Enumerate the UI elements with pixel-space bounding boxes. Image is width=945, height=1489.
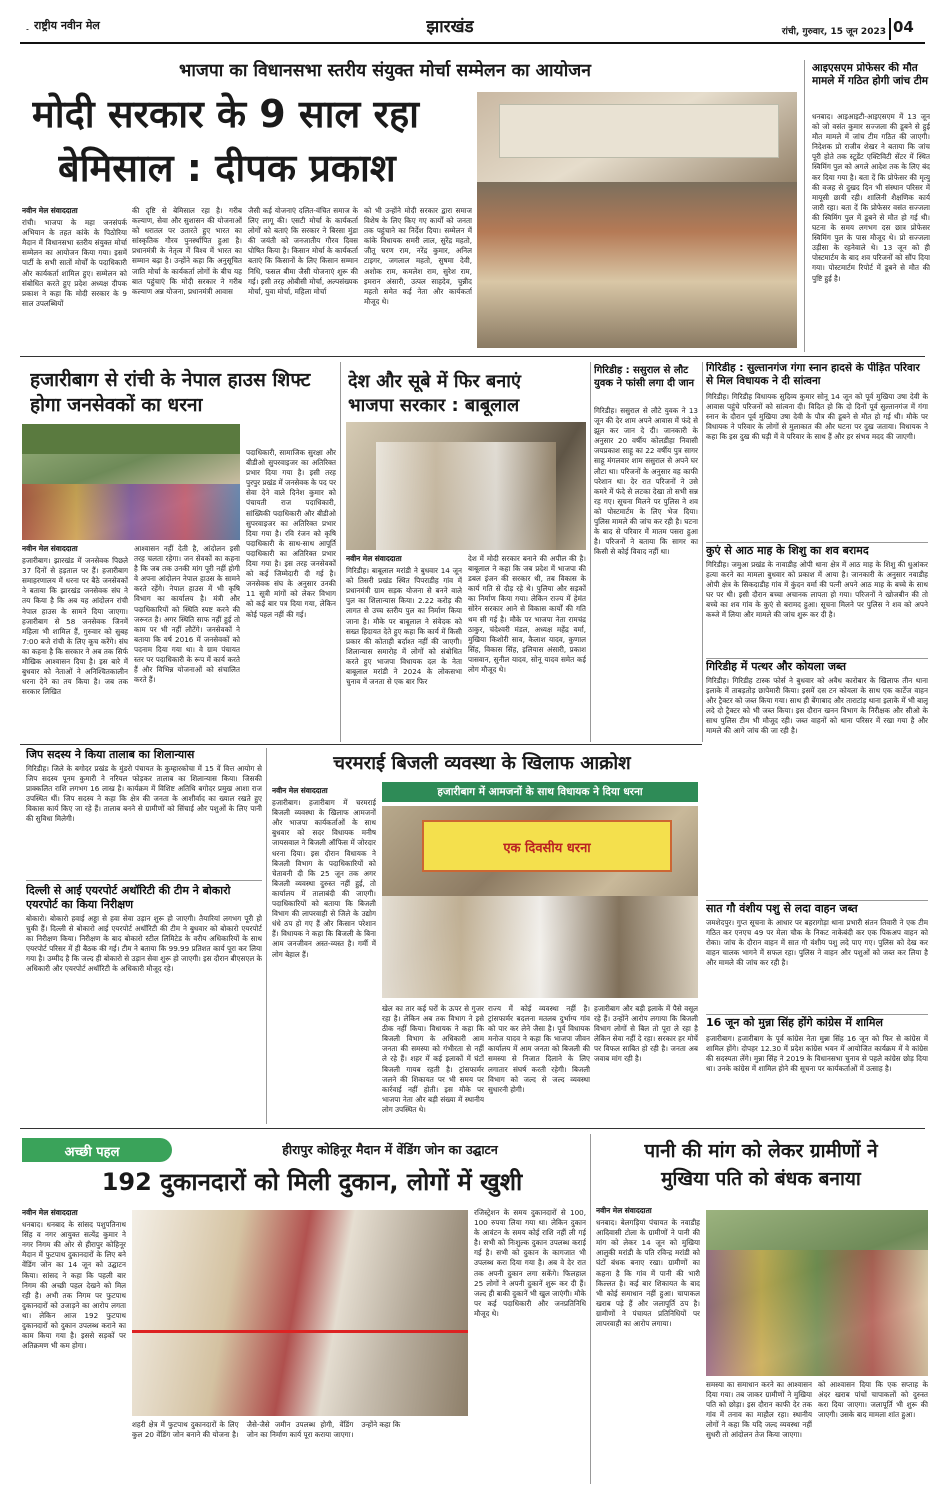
rule-water-left <box>590 1134 591 1484</box>
rule-bottom-section <box>20 1128 925 1129</box>
rule-airport <box>26 880 262 881</box>
photo-leaders-group <box>376 442 556 550</box>
main-story-text-3: जैसी कई योजनाएं दलित-वंचित समाज के लिए लागू की। एसटी मोर्चा के कार्यकर्ता लोगों को बताएं कि सरकार ने बिरसा मुंडा की जयंती को जनजातीय गौरव दिवस घोषित किया है। किसान मोर्चा के कार्यकर्ता बताएं कि किसानों के लिए किसान सम्मान निधि, फसल बीमा जैसी योजनाएं शुरू की गई। इसी तरह ओबीसी मोर्चा, अल्पसंख्यक मोर्चा, युवा मोर्चा, महिला मोर्चा <box>248 206 358 296</box>
electricity-subhead-banner <box>382 782 698 802</box>
photo-seated-crowd <box>22 484 240 540</box>
electricity-text-3: राज्य में कोई व्यवस्था नहीं है। ट्रांसफार्मर बदलना मतलब दुर्भाग्य गांव को पार कर लेने जैसा है। पूर्व विधायक मनोज यादव ने कहा कि भाजपा जीवन कार्यालय में आम जनता को बिजली की समस्या से निजात दिलाने के लिए लगातार संघर्ष करती रहेगी। बिजली विभाग को जल्द से जल्द व्यवस्था सुधारनी होगी। <box>488 1004 590 1094</box>
hazaribagh-text-3: पदाधिकारी, सामाजिक सुरक्षा और बीडीओ सुपरवाइजर का अतिरिक्त प्रभार दिया गया है। इसी तरह पुरपुर प्रखंड में जनसेवक के पद पर सेवा देने वाले दिनेश कुमार को पंचायती राज पदाधिकारी, सांख्यिकी पदाधिकारी और बीडीओ सुपरवाइजर का अतिरिक्त प्रभार दिया गया है। रवि रंजन को कृषि पदाधिकारी के साथ-साथ आपूर्ति पदाधिकारी का अतिरिक्त प्रभार दिया गया है। इस तरह जनसेवकों को कई जिम्मेदारी दी गई है। जनसेवक संघ के अनुसार उनकी 11 सूत्री मांगों को लेकर विभाग को कई बार पत्र दिया गया, लेकिन कोई पहल नहीं की गई। <box>246 448 336 619</box>
electricity-text-4: हजारीबाग और बड़ी इलाके में पैसे वसूल रहे हैं। उन्होंने आरोप लगाया कि बिजली विभाग लोगों से बिल तो पूरा ले रहा है लेकिन सेवा नहीं दे रहा। सरकार हर मोर्चे पर विफल साबित हो रही है। जनता अब जवाब मांग रही है। <box>594 1004 698 1064</box>
vending-tag <box>22 1138 172 1162</box>
water-col1 <box>596 1206 700 1484</box>
electricity-col1 <box>272 786 376 1124</box>
coal-story-body <box>706 676 928 898</box>
vending-headline: 192 दुकानदारों को मिली दुकान, लोगों में खुशी <box>101 1168 523 1196</box>
babulal-headline-line1: देश और सूबे में फिर बनाएं <box>348 371 521 392</box>
water-text-1: धनबाद। बेलगड़िया पंचायत के नवाडीह आदिवासी टोला के ग्रामीणों ने पानी की मांग को लेकर 14 जून को मुखिया आलुकी मरांडी के पति रविन्द्र मरांडी को घंटों बंधक बनाए रखा। ग्रामीणों का कहना है कि गांव में पानी की भारी किल्लत है। कई बार शिकायत के बाद भी कोई समाधान नहीं हुआ। चापाकल खराब पड़े हैं और जलापूर्ति ठप है। ग्रामीणों ने पंचायत प्रतिनिधियों पर लापरवाही का आरोप लगाया। <box>596 1218 700 1329</box>
vending-text-3: रजिस्ट्रेशन के समय दुकानदारों से 100, 100 रुपया लिया गया था। लेकिन दुकान के आवंटन के समय कोई राशि नहीं ली गई है। सभी को निःशुल्क दुकान उपलब्ध कराई गई है। सभी को दुकान के कागजात भी उपलब्ध करा दिया गया है। अब वे देर रात तक अपनी दुकान लगा सकेंगे। फिलहाल 25 लोगों ने अपनी दुकानें शुरू कर दी हैं। जल्द ही बाकी दुकानें भी खुल जाएंगी। मौके पर कई पदाधिकारी और जनप्रतिनिधि मौजूद थे। <box>474 1208 586 1318</box>
water-col3 <box>818 1380 928 1484</box>
hazaribagh-story-headline: हजारीबाग से रांची के नेपाल हाउस शिफ्ट होगा जनसेवकों का धरना <box>30 369 311 416</box>
sultanganj-story-text: गिरिडीह। गिरिडीह विधायक सुदिव्य कुमार सोनू 14 जून को पूर्व मुखिया उषा देवी के आवास पहुंचे परिजनों को सांत्वना दी। विदित हो कि दो दिनों पूर्व सुल्तानगंज में गंगा स्नान के दौरान पूर्व मुखिया उषा देवी के पौत्र की डूबने से मौत हो गई थी। मौके पर विधायक ने परिवार के लोगों से मुलाकात की और घटना पर दुख जताया। विधायक ने कहा कि इस दुख की घड़ी में वे परिवार के साथ हैं और हर संभव मदद की जाएगी। <box>706 392 928 442</box>
hazaribagh-col2 <box>134 544 240 744</box>
rule-right-stories <box>702 362 703 742</box>
electricity-headline: चरमराई बिजली व्यवस्था के खिलाफ आक्रोश <box>333 753 631 774</box>
suicide-story-headline: गिरिडीह : ससुराल से लौट युवक ने फांसी लगा दी जान <box>594 365 695 389</box>
hazaribagh-byline: नवीन मेल संवाददाता <box>22 544 78 553</box>
photo-ribbon <box>132 1330 468 1333</box>
child-story-headline: कुएं से आठ माह के शिशु का शव बरामद <box>706 544 869 557</box>
electricity-text-1: हजारीबाग। हजारीबाग में चरमराई बिजली व्यवस्था के खिलाफ आमजनों और भाजपा कार्यकर्ताओं के साथ बुधवार को सदर विधायक मनीष जायसवाल ने बिजली ऑफिस में जोरदार धरना दिया। इस दौरान विधायक ने बिजली विभाग के पदाधिकारियों को चेतावनी दी कि 25 जून तक अगर बिजली व्यवस्था दुरुस्त नहीं हुई, तो कार्यालय में तालाबंदी की जाएगी। पदाधिकारियों को बताया कि बिजली विभाग की लापरवाही से जिले के उद्योग धंधे ठप हो गए हैं और किसान परेशान हैं। विधायक ने कहा कि बिजली के बिना आम जनजीवन अस्त-व्यस्त है। गर्मी में लोग बेहाल हैं। <box>272 798 376 959</box>
hazaribagh-col1 <box>22 544 128 744</box>
munna-story-body <box>706 1034 928 1122</box>
vending-kicker: हीरापुर कोहिनूर मैदान में वेंडिंग जोन का उद्घाटन <box>282 1142 498 1157</box>
electricity-col2 <box>382 1004 484 1124</box>
electricity-text-2: खेल का तार कई घरों के ऊपर से गुजर रहा है। लेकिन अब तक विभाग ने इसे ठीक नहीं किया। विधायक ने कहा कि बिजली विभाग के अधिकारी आम जनता की समस्या को गंभीरता से नहीं ले रहे हैं। शहर में कई इलाकों में घंटों बिजली गायब रहती है। ट्रांसफार्मर जलने की शिकायत पर भी समय पर कार्रवाई नहीं होती। इस मौके पर भाजपा नेता और बड़ी संख्या में स्थानीय लोग उपस्थित थे। <box>382 1004 484 1114</box>
photo-stage-banner <box>499 104 779 158</box>
babulal-text-2: देश में मोदी सरकार बनाने की अपील की है। बाबूलाल ने कहा कि जब प्रदेश में भाजपा की डबल इंजन की सरकार थी, तब विकास के कार्य गति से दौड़ रहे थे। पुलिया और सड़कों का निर्माण किया गया। लेकिन राज्य में हेमंत सोरेन सरकार आने से विकास कार्यों की गति थम सी गई है। मौके पर भाजपा नेता रामचंद्र ठाकुर, चंदेश्वरी मंडल, अध्यक्ष महेंद्र वर्मा, मुखिया किशोरी साव, कैलाश यादव, कुणाल सिंह, विकास सिंह, इलियास अंसारी, प्रकाश पासवान, सुनील यादव, सोनू यादव समेत कई लोग मौजूद थे। <box>468 554 586 675</box>
rule-child <box>706 542 928 543</box>
cattle-story-body <box>706 918 928 1012</box>
vending-byline: नवीन मेल संवाददाता <box>22 1208 78 1217</box>
coal-story-text: गिरिडीह। गिरिडीह टास्क फोर्स ने बुधवार को अवैध कारोबार के खिलाफ तीन थाना इलाके में ताबड़तोड़ छापेमारी किया। इसमें दस टन कोयला के साथ एक कार्टेज वाहन और ट्रैक्टर को जब्त किया गया। साथ ही बेंगाबाद और ताराटांड़ थाना इलाके में भी बालू लदे दो ट्रैक्टर को भी जब्त किया। इस दौरान खनन विभाग के निरीक्षक और सीओ के साथ पुलिस टीम भी मौजूद रही। जब्त वाहनों को थाना परिसर में रखा गया है और मामले की आगे जांच की जा रही है। <box>706 676 928 736</box>
vending-text-1: धनबाद। धनबाद के सांसद पशुपतिनाथ सिंह व नगर आयुक्त सत्येंद्र कुमार ने नगर निगम की ओर से हीरापुर कोहिनूर मैदान में फुटपाथ दुकानदारों के लिए बने वेंडिंग जोन का 14 जून को उद्घाटन किया। सांसद ने कहा कि पहली बार निगम की अच्छी पहल देखने को मिल रही है। अभी तक निगम पर फुटपाथ दुकानदारों को उजाड़ने का आरोप लगता था। लेकिन आज 192 फुटपाथ दुकानदारों को दुकान उपलब्ध कराने का काम किया गया है। इससे सड़कों पर अतिक्रमण भी कम होगा। <box>22 1220 126 1351</box>
babulal-text-1: गिरिडीह। बाबूलाल मरांडी ने बुधवार 14 जून को तिसरी प्रखंड स्थित पिपराडीह गांव में प्रधानमंत्री ग्राम सड़क योजना से बनने वाले पुल का शिलान्यास किया। 2.22 करोड़ की लागत से उच्च स्तरीय पुल का निर्माण किया जाना है। मौके पर बाबूलाल ने संवेदक को सख्त हिदायत देते हुए कहा कि कार्य में किसी प्रकार की कोताही बर्दाश्त नहीं की जाएगी। शिलान्यास समारोह में लोगों को संबोधित करते हुए भाजपा विधायक दल के नेता बाबूलाल मरांडी ने 2024 के लोकसभा चुनाव में जनता से एक बार फिर <box>346 566 462 687</box>
masthead-rule <box>20 42 925 44</box>
suicide-story-body <box>594 406 698 746</box>
main-story-headline-line1: मोदी सरकार के 9 साल रहा <box>32 92 420 136</box>
water-byline: नवीन मेल संवाददाता <box>596 1206 652 1215</box>
iit-story-headline: आइएसएम प्रोफेसर की मौत मामले में गठित होगी जांच टीम <box>812 62 929 87</box>
rule-babulal-left <box>340 362 341 742</box>
main-story-photo <box>477 92 797 348</box>
photo-dharna-banner <box>422 820 672 872</box>
rule-under-main <box>20 356 925 357</box>
vending-tag-label: अच्छी पहल <box>64 1145 120 1160</box>
cattle-story-text: जमशेदपुर। गुप्त सूचना के आधार पर बहरागोड़ा थाना प्रभारी संतन तिवारी ने एक टीम गठित कर एनएच 49 पर मेला चौक के निकट नाकेबंदी कर एक पिकअप वाहन को रोका। जांच के दौरान वाहन में सात गौ वंशीय पशु लदे पाए गए। पुलिस को देख कर वाहन चालक भागने में सफल रहा। पुलिस ने वाहन और पशुओं को जब्त कर लिया है और मामले की जांच कर रही है। <box>706 918 928 968</box>
main-story-byline: नवीन मेल संवाददाता <box>22 206 78 215</box>
photo-crowd <box>477 182 797 348</box>
rule-electricity-left <box>266 748 267 1124</box>
main-story-headline-line2: बेमिसाल : दीपक प्रकाश <box>58 146 396 190</box>
newspaper-logo-bird-icon <box>22 22 34 30</box>
cattle-story-headline: सात गौ वंशीय पशु से लदा वाहन जब्त <box>706 902 858 915</box>
vending-text-2: शहरी क्षेत्र में फुटपाथ दुकानदारों के लिए कुल 20 वेंडिंग जोन बनाने की योजना है। जैसे-जैसे जमीन उपलब्ध होगी, वेंडिंग जोन का निर्माण कार्य पूरा कराया जाएगा। उन्होंने कहा कि <box>132 1420 401 1440</box>
rule-coal <box>706 658 928 659</box>
babulal-byline: नवीन मेल संवाददाता <box>346 554 402 563</box>
child-story-body <box>706 560 928 656</box>
child-story-text: गिरिडीह। जमुआ प्रखंड के नावाडीह ओपी थाना क्षेत्र में आठ माह के शिशु की धुआंकर हत्या करने का मामला बुधवार को प्रकाश में आया है। जानकारी के अनुसार नवाडीह ओपी क्षेत्र के सिकदाडीह गांव में कुंदन वर्मा की पत्नी अपने आठ माह के बच्चे के साथ घर पर थी। इसी दौरान बच्चा अचानक लापता हो गया। परिजनों ने खोजबीन की तो बच्चे का शव गांव के कुएं से बरामद हुआ। सूचना मिलने पर पुलिस ने शव को अपने कब्जे में लिया और मामले की जांच शुरू कर दी है। <box>706 560 928 620</box>
shilanyas-story-text: गिरिडीह। जिले के बगोदर प्रखंड के मुंडरो पंचायत के कुम्हारकोचा में 15 वें वित्त आयोग से जिप सदस्य पूनम कुमारी ने नरियल फोड़कर तालाब का शिलान्यास किया। जिसकी प्राक्कलित राशि लगभग 16 लाख है। कार्यक्रम में विशिष्ट अतिथि बगोदर प्रमुख आशा राज उपस्थित थीं। जिप सदस्य ने कहा कि क्षेत्र की जनता के आशीर्वाद का ख्याल रखते हुए विकास कार्य किए जा रहे हैं। तालाब बनने से ग्रामीणों को सिंचाई और पशुओं के लिए पानी की सुविधा मिलेगी। <box>26 764 262 824</box>
main-story-col4 <box>364 206 472 356</box>
munna-story-text: हजारीबाग। हजारीबाग के पूर्व कांग्रेस नेता मुन्ना सिंह 16 जून को फिर से कांग्रेस में शामिल होंगे। दोपहर 12.30 में प्रदेश कांग्रेस भवन में आयोजित कार्यक्रम में वे कांग्रेस की सदस्यता लेंगे। मुन्ना सिंह ने 2019 के विधानसभा चुनाव से पहले कांग्रेस छोड़ दिया था। उनके कांग्रेस में शामिल होने की सूचना पर कार्यकर्ताओं में उत्साह है। <box>706 1034 928 1074</box>
hazaribagh-text-1: हजारीबाग। झारखंड में जनसेवक पिछले 37 दिनों से हड़ताल पर हैं। हजारीबाग समाहरणालय में धरना पर बैठे जनसेवकों ने बताया कि झारखंड जनसेवक संघ ने तय किया है कि अब यह आंदोलन रांची नेपाल हाउस के सामने दिया जाएगा। हजारीबाग से 58 जनसेवक जिनमें महिला भी शामिल हैं, गुरुवार को सुबह 7:00 बजे रांची के लिए कूच करेंगे। संघ का कहना है कि सरकार ने अब तक सिर्फ मौखिक आश्वासन दिया है। इस बारे में बुधवार को नेताओं ने अनिश्चितकालीन धरना देने का तय किया है। जब तक सरकार लिखित <box>22 556 128 697</box>
photo-protest-tent <box>22 424 240 454</box>
electricity-byline: नवीन मेल संवाददाता <box>272 786 328 795</box>
electricity-col3 <box>488 1004 590 1124</box>
shilanyas-story-body <box>26 764 262 876</box>
water-headline-line2: मुखिया पति को बंधक बनाया <box>661 1168 861 1190</box>
hazaribagh-col3 <box>246 448 336 744</box>
rule-suicide-left <box>590 362 591 742</box>
babulal-col1 <box>346 554 462 744</box>
page-number-divider <box>889 18 891 40</box>
water-col2 <box>706 1380 812 1484</box>
main-story-text-1: रांची। भाजपा के महा जनसंपर्क अभियान के तहत कांके के पिठोरिया मैदान में विधानसभा स्तरीय संयुक्त मोर्चा सम्मेलन का आयोजन किया गया। इसमें पार्टी के सभी सातों मोर्चों के पदाधिकारी और कार्यकर्ता शामिल हुए। सम्मेलन को संबोधित करते हुए प्रदेश अध्यक्ष दीपक प्रकाश ने कहा कि मोदी सरकार के 9 साल उपलब्धियों <box>22 218 127 308</box>
babulal-story-photo <box>346 422 586 550</box>
vending-col1 <box>22 1208 126 1484</box>
coal-story-headline: गिरिडीह में पत्थर और कोयला जब्त <box>706 660 847 673</box>
masthead <box>0 0 945 46</box>
rule-munna <box>706 1014 928 1015</box>
rule-mid <box>20 744 702 745</box>
water-headline-line1: पानी की मांग को लेकर ग्रामीणों ने <box>644 1140 878 1162</box>
airport-story-headline: दिल्ली से आई एयरपोर्ट अथॉरिटी की टीम ने बोकारो एयरपोर्ट का किया निरीक्षण <box>26 884 231 911</box>
water-text-3: को आश्वासन दिया कि एक सप्ताह के अंदर खराब पांचों चापाकलों को दुरुस्त करा दिया जाएगा। जलापूर्ति भी शुरू की जाएगी। उसके बाद मामला शांत हुआ। <box>818 1380 928 1420</box>
water-text-2: समस्या का समाधान करने का आश्वासन दिया गया। तब जाकर ग्रामीणों ने मुखिया पति को छोड़ा। इस दौरान काफी देर तक गांव में तनाव का माहौल रहा। स्थानीय लोगों ने कहा कि यदि जल्द व्यवस्था नहीं सुधरी तो आंदोलन तेज किया जाएगा। <box>706 1380 812 1440</box>
electricity-subhead: हजारीबाग में आमजनों के साथ विधायक ने दिया धरना <box>437 786 643 798</box>
hazaribagh-text-2: आश्वासन नहीं देती है, आंदोलन इसी तरह चलता रहेगा। जन सेवकों का कहना है कि जब तक उनकी मांग पूरी नहीं होगी वे अपना आंदोलन नेपाल हाउस के सामने करते रहेंगे। नेपाल हाउस में भी कृषि विभाग का कार्यालय है। मंत्री और पदाधिकारियों को स्थिति स्पष्ट करने की जरूरत है। अगर स्थिति साफ नहीं हुई तो काम पर भी नहीं लौटेंगे। जनसेवकों ने बताया कि वर्ष 2016 में जनसेवकों को पदनाम दिया गया था। वे ग्राम पंचायत स्तर पर पदाधिकारी के रूप में कार्य करते हैं और विभिन्न योजनाओं को संचालित करते हैं। <box>134 544 240 685</box>
shilanyas-story-headline: जिप सदस्य ने किया तालाब का शिलान्यास <box>26 748 195 761</box>
photo-ribbon-cutting <box>132 1210 468 1416</box>
photo-protesters <box>382 896 698 998</box>
main-story-col3 <box>248 206 358 356</box>
dateline: रांची, गुरुवार, 15 जून 2023 <box>781 27 886 37</box>
iit-story-body <box>812 112 930 352</box>
vending-story-photo <box>132 1210 468 1416</box>
suicide-story-text: गिरिडीह। ससुराल से लौटे युवक ने 13 जून की देर शाम अपने आवास में फंदे से झूल कर जान दे दी। जानकारी के अनुसार 20 वर्षीय कोलडीहा निवासी जयप्रकाश साहू का 22 वर्षीय पुत्र सागर साहू मंगलवार शाम ससुराल से अपने घर लौटा था। परिजनों के अनुसार वह काफी परेशान था। देर रात परिजनों ने उसे कमरे में फंदे से लटका देखा तो सभी सन्न रह गए। सूचना मिलने पर पुलिस ने शव को पोस्टमार्टम के लिए भेज दिया। पुलिस मामले की जांच कर रही है। घटना के बाद से परिवार में मातम पसरा हुआ है। परिजनों ने बताया कि सागर का किसी से कोई विवाद नहीं था। <box>594 406 698 557</box>
babulal-headline-line2: भाजपा सरकार : बाबूलाल <box>348 395 520 416</box>
munna-story-headline: 16 जून को मुन्ना सिंह होंगे कांग्रेस में शामिल <box>706 1016 883 1029</box>
airport-story-text: बोकारो। बोकारो हवाई अड्डा से हवा सेवा उड़ान शुरू हो जाएगी। तैयारियां लगभग पूरी हो चुकी हैं। दिल्ली से बोकारो आई एयरपोर्ट अथॉरिटी की टीम ने बुधवार को बोकारो एयरपोर्ट का निरीक्षण किया। निरीक्षण के बाद बोकारो स्टील लिमिटेड के वरीय अधिकारियों के साथ एयरपोर्ट परिसर में ही बैठक की गई। टीम ने बताया कि 99.99 प्रतिशत कार्य पूरा कर लिया गया है। उम्मीद है कि जल्द ही बोकारो से उड़ान सेवा शुरू हो जाएगी। इस दौरान बीएसएल के अधिकारी और एयरपोर्ट अथॉरिटी के अधिकारी मौजूद रहे। <box>26 914 262 974</box>
airport-story-body <box>26 914 262 1122</box>
vending-col2 <box>132 1420 468 1484</box>
photo-villagers-crowd <box>706 1250 928 1376</box>
rule-cattle <box>706 900 928 901</box>
iit-story-text: धनबाद। आइआइटी-आइएसएम में 13 जून को जो वसंत कुमार सज्जला की डूबने से हुई मौत मामले में जांच टीम गठित की जाएगी। निदेशक प्रो राजीव शेखर ने बताया कि जांच पूरी होते तक स्टूडेंट एक्टिविटी सेंटर में स्थित स्विमिंग पुल को अगले आदेश तक के लिए बंद कर दिया गया है। बता दें कि प्रोफेसर की मृत्यु की वजह से दुखद दिन भी संस्थान परिसर में मायूसी छायी रही। शालिनी शैक्षणिक कार्य जारी रहा। बता दें कि प्रोफेसर वसंत सज्जला की स्विमिंग पुल में डूबने से मौत हो गई थी। घटना के समय लगभग दस छात्र प्रोफेसर स्विमिंग पुल के पास मौजूद थे। प्रो सज्जला उड़ीसा के रहनेवाले थे। 13 जून को ही पोस्टमार्टम के बाद शव परिजनों को सौंप दिया गया। पोस्टमार्टम रिपोर्ट में डूबने से मौत की पुष्टि हुई है। <box>812 112 930 283</box>
main-story-col2 <box>132 206 242 356</box>
sultanganj-story-headline: गिरिडीह : सुल्तानगंज गंगा स्नान हादसे के पीड़ित परिवार से मिल विधायक ने दी सांत्वना <box>706 362 920 387</box>
photo-dharna-banner-text: एक दिवसीय धरना <box>503 841 591 856</box>
vending-col3 <box>474 1208 586 1484</box>
babulal-col2 <box>468 554 586 744</box>
electricity-story-photo <box>382 806 698 998</box>
main-story-col1 <box>22 206 127 356</box>
main-story-text-2: की दृष्टि से बेमिसाल रहा है। गरीब कल्याण, सेवा और सुशासन की योजनाओं को धरातल पर उतारते हुए भारत का सांस्कृतिक गौरव पुनर्स्थापित हुआ है। प्रधानमंत्री के नेतृत्व में विश्व में भारत का सम्मान बढ़ा है। उन्होंने कहा कि अनुसूचित जाति मोर्चा के कार्यकर्ता लोगों के बीच यह बात पहुंचाएं कि मोदी सरकार ने गरीब कल्याण अन्न योजना, प्रधानमंत्री आवास <box>132 206 242 296</box>
electricity-col4 <box>594 1004 698 1124</box>
page-number: 04 <box>893 18 914 36</box>
main-story-text-4: को भी उन्होंने मोदी सरकार द्वारा समाज विशेष के लिए किए गए कार्यों को जनता तक पहुंचाने का निर्देश दिया। सम्मेलन में कांके विधायक समरी लाल, सुरेंद्र महतो, जीतू चरण राम, नरेंद्र कुमार, अनिल टाइगर, जगलाल महतो, सुषमा देवी, अशोक राम, कमलेश राम, सुरेश राम, इमरान अंसारी, उत्पल साहदेव, चुन्नीद महतो समेत कई नेता और कार्यकर्ता मौजूद थे। <box>364 206 472 306</box>
section-name: झारखंड <box>426 17 474 37</box>
hazaribagh-story-photo <box>22 424 240 540</box>
water-story-photo <box>706 1210 928 1376</box>
newspaper-name: राष्ट्रीय नवीन मेल <box>34 19 100 32</box>
sultanganj-story-body <box>706 392 928 540</box>
main-story-kicker: भाजपा का विधानसभा स्तरीय संयुक्त मोर्चा सम्मेलन का आयोजन <box>179 61 591 81</box>
right-column-rule <box>804 60 805 352</box>
